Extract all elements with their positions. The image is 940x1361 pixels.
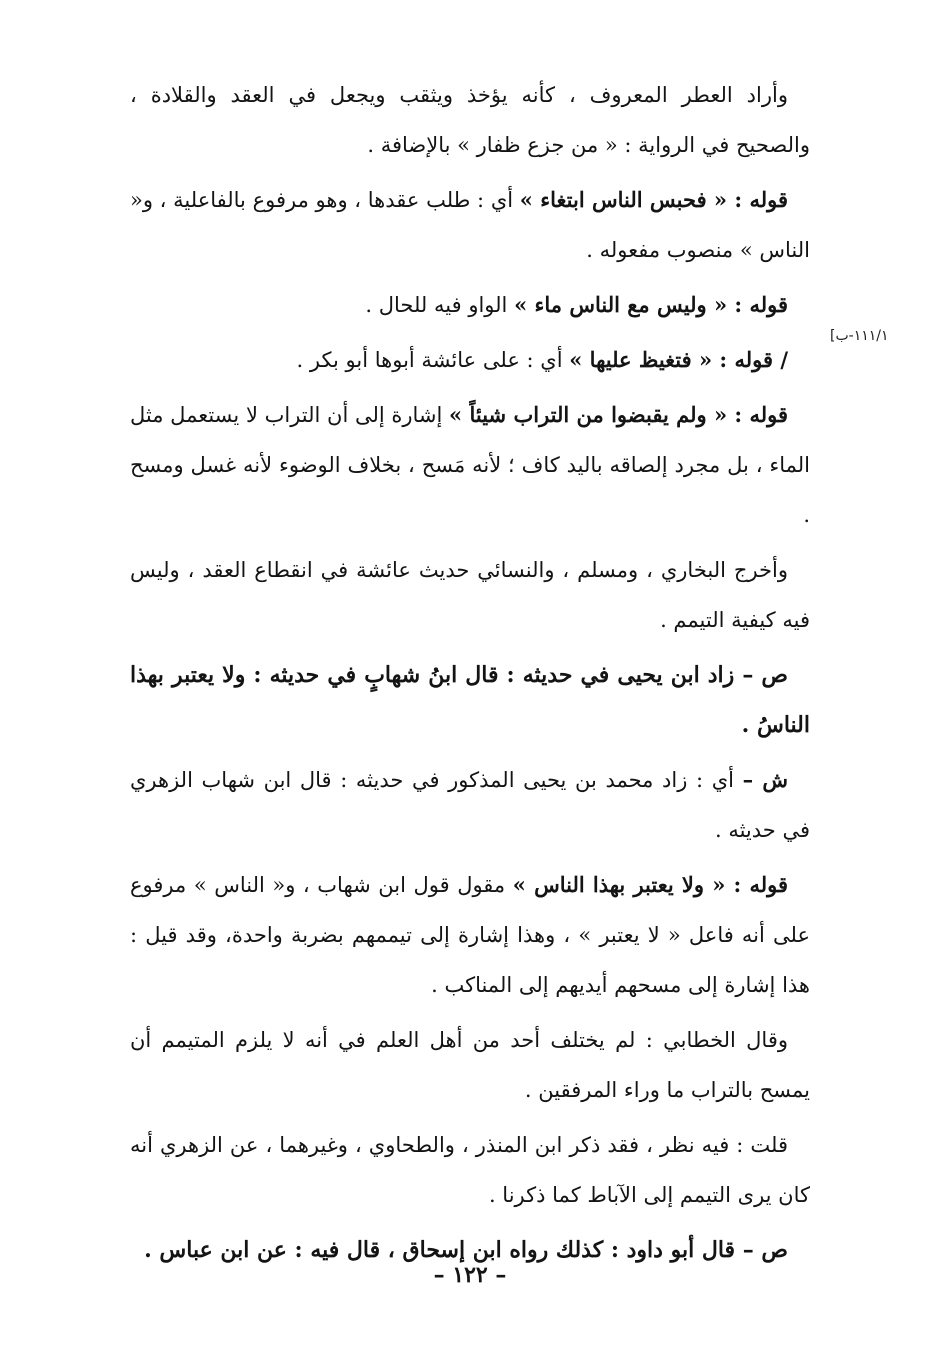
paragraph-4 — [130, 335, 810, 385]
source-text-heading: ص – زاد ابن يحيى في حديثه : قال ابنُ شهابٍ في حديثه : ولا يعتبر بهذا الناسُ . — [130, 662, 810, 738]
commentary-marker: ش – — [742, 767, 788, 792]
page-number: – ١٢٢ – — [433, 1262, 507, 1288]
quoted-lemma: / قوله : « فتغيظ عليها » — [569, 347, 788, 372]
quoted-lemma: قوله : « فحبس الناس ابتغاء » — [519, 187, 789, 212]
paragraph-8 — [130, 755, 810, 855]
paragraph-text: وقال الخطابي : لم يختلف أحد من أهل العلم في أنه لا يلزم المتيمم أن يمسح بالتراب ما وراء المرفقين . — [130, 1028, 810, 1102]
paragraph-text: قلت : فيه نظر ، فقد ذكر ابن المنذر ، والطحاوي ، وغيرهما ، عن الزهري أنه كان يرى التيمم إلى الآباط كما ذكرنا . — [130, 1133, 810, 1207]
paragraph-text: الواو فيه للحال . — [365, 293, 515, 317]
paragraph-6 — [130, 545, 810, 645]
paragraph-11 — [130, 1120, 810, 1220]
paragraph-9 — [130, 860, 810, 1010]
paragraph-2 — [130, 175, 810, 275]
margin-folio-note: [١١١/١-ب — [830, 328, 889, 344]
paragraph-3 — [130, 280, 810, 330]
quoted-lemma: قوله : « ولم يقبضوا من التراب شيئاً » — [449, 402, 788, 427]
paragraph-1 — [130, 70, 810, 170]
paragraph-text: أي : زاد محمد بن يحيى المذكور في حديثه : قال ابن شهاب الزهري في حديثه . — [130, 768, 810, 842]
paragraph-text: وأراد العطر المعروف ، كأنه يؤخذ ويثقب ويجعل في العقد والقلادة ، والصحيح في الرواية : « من جزع ظفار » بالإضافة . — [130, 83, 810, 157]
commentary-text — [130, 70, 810, 1280]
source-text-heading: ص – قال أبو داود : كذلك رواه ابن إسحاق ، قال فيه : عن ابن عباس . — [144, 1237, 788, 1263]
quoted-lemma: قوله : « وليس مع الناس ماء » — [514, 292, 788, 317]
paragraph-text: أي : على عائشة أبوها أبو بكر . — [296, 348, 570, 372]
paragraph-text: وأخرج البخاري ، ومسلم ، والنسائي حديث عائشة في انقطاع العقد ، وليس فيه كيفية التيمم . — [130, 558, 810, 632]
quoted-lemma: قوله : « ولا يعتبر بهذا الناس » — [512, 872, 789, 897]
paragraph-text: إشارة إلى أن التراب لا يستعمل مثل الماء ، بل مجرد إلصاقه باليد كاف ؛ لأنه مَسح ، بخلاف الوضوء لأنه غسل ومسح . — [130, 403, 810, 527]
paragraph-10 — [130, 1015, 810, 1115]
paragraph-text: أي : طلب عقدها ، وهو مرفوع بالفاعلية ، و« الناس » منصوب مفعوله . — [130, 188, 810, 262]
paragraph-text: مقول قول ابن شهاب ، و« الناس » مرفوع على أنه فاعل « لا يعتبر » ، وهذا إشارة إلى تيممهم بضربة واحدة، وقد قيل : هذا إشارة إلى مسحهم أيديهم إلى المناكب . — [130, 873, 810, 997]
paragraph-5 — [130, 390, 810, 540]
